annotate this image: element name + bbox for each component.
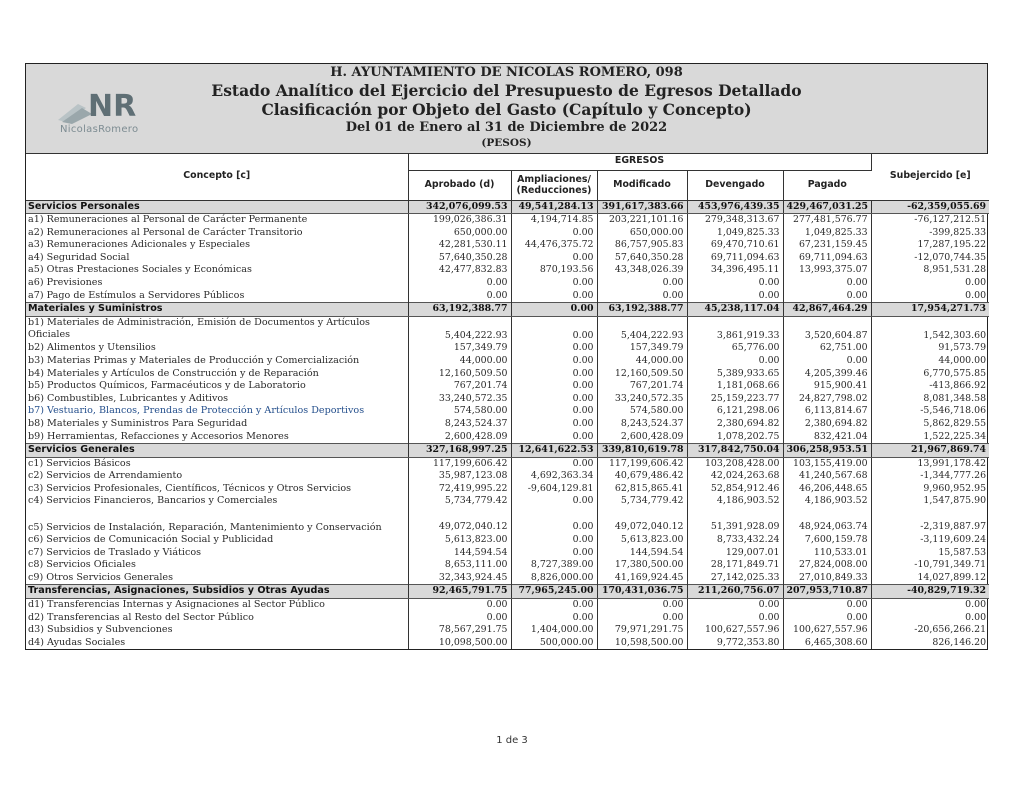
amplifications-cell: 0.00 bbox=[511, 380, 597, 393]
table-row bbox=[26, 380, 989, 393]
underspent-cell: 6,770,575.85 bbox=[923, 367, 987, 379]
table-row bbox=[26, 508, 989, 534]
underspent-cell: -399,825.33 bbox=[929, 226, 987, 238]
accrued-cell: 65,776.00 bbox=[687, 342, 783, 355]
underspent-cell: -12,070,744.35 bbox=[914, 251, 987, 263]
accrued-cell: 52,854,912.46 bbox=[687, 483, 783, 496]
modified-cell: 10,598,500.00 bbox=[597, 637, 687, 650]
report-header bbox=[26, 64, 987, 154]
paid-cell: 13,993,375.07 bbox=[783, 264, 871, 277]
paid-cell: 6,113,814.67 bbox=[783, 405, 871, 418]
paid-cell: 2,380,694.82 bbox=[783, 418, 871, 431]
accrued-cell: 6,121,298.06 bbox=[687, 405, 783, 418]
table-row bbox=[26, 572, 989, 585]
modified-cell: 0.00 bbox=[597, 599, 687, 612]
underspent-cell: 13,991,178.42 bbox=[917, 457, 987, 469]
amplifications-cell: 0.00 bbox=[511, 252, 597, 265]
chapter-row bbox=[26, 444, 989, 458]
concept-cell: d3) Subsidios y Subvenciones bbox=[26, 624, 408, 637]
amplifications-cell: 0.00 bbox=[511, 612, 597, 625]
amplifications-cell: 0.00 bbox=[511, 431, 597, 444]
table-row bbox=[26, 252, 989, 265]
accrued-cell: 0.00 bbox=[687, 612, 783, 625]
concept-cell: c1) Servicios Básicos bbox=[26, 457, 408, 470]
approved-cell: 767,201.74 bbox=[408, 380, 511, 393]
concept-cell: Materiales y Suministros bbox=[26, 303, 408, 317]
modified-cell: 117,199,606.42 bbox=[597, 457, 687, 470]
modified-cell: 170,431,036.75 bbox=[597, 585, 687, 599]
amplifications-cell: 44,476,375.72 bbox=[511, 239, 597, 252]
approved-cell: 0.00 bbox=[408, 599, 511, 612]
approved-cell: 72,419,995.22 bbox=[408, 483, 511, 496]
table-row bbox=[26, 393, 989, 406]
accrued-cell: 9,772,353.80 bbox=[687, 637, 783, 650]
paid-cell: 277,481,576.77 bbox=[783, 214, 871, 227]
paid-cell: 0.00 bbox=[783, 355, 871, 368]
paid-cell: 0.00 bbox=[783, 277, 871, 290]
underspent-cell: 9,960,952.95 bbox=[923, 482, 987, 494]
underspent-cell: -1,344,777.26 bbox=[920, 470, 987, 482]
table-row bbox=[26, 290, 989, 303]
concept-cell: c5) Servicios de Instalación, Reparación, Mantenimiento y Conservación bbox=[26, 508, 408, 534]
approved-cell: 574,580.00 bbox=[408, 405, 511, 418]
concept-cell: Servicios Personales bbox=[26, 200, 408, 214]
paid-cell: 24,827,798.02 bbox=[783, 393, 871, 406]
paid-cell: 67,231,159.45 bbox=[783, 239, 871, 252]
table-row bbox=[26, 637, 989, 650]
amplifications-cell: 0.00 bbox=[511, 316, 597, 342]
underspent-cell: -5,546,718.06 bbox=[920, 405, 987, 417]
concept-cell: c8) Servicios Oficiales bbox=[26, 559, 408, 572]
amplifications-cell: 0.00 bbox=[511, 405, 597, 418]
paid-cell: 4,205,399.46 bbox=[783, 368, 871, 381]
accrued-cell: 5,389,933.65 bbox=[687, 368, 783, 381]
classification-title: Clasificación por Objeto del Gasto (Capítulo y Concepto) bbox=[261, 100, 752, 119]
table-row bbox=[26, 599, 989, 612]
concept-cell: d1) Transferencias Internas y Asignaciones al Sector Público bbox=[26, 599, 408, 612]
concept-cell: b4) Materiales y Artículos de Construcción y de Reparación bbox=[26, 368, 408, 381]
approved-cell: 44,000.00 bbox=[408, 355, 511, 368]
modified-cell: 650,000.00 bbox=[597, 227, 687, 240]
approved-cell: 199,026,386.31 bbox=[408, 214, 511, 227]
approved-cell: 0.00 bbox=[408, 612, 511, 625]
table-row bbox=[26, 368, 989, 381]
accrued-cell: 2,380,694.82 bbox=[687, 418, 783, 431]
concept-cell: b3) Materias Primas y Materiales de Producción y Comercialización bbox=[26, 355, 408, 368]
table-row bbox=[26, 277, 989, 290]
amplifications-cell: 0.00 bbox=[511, 495, 597, 508]
paid-cell: 27,010,849.33 bbox=[783, 572, 871, 585]
paid-cell: 7,600,159.78 bbox=[783, 534, 871, 547]
svg-text:NR: NR bbox=[88, 89, 137, 124]
underspent-cell: 0.00 bbox=[965, 289, 987, 301]
approved-cell: 32,343,924.45 bbox=[408, 572, 511, 585]
underspent-cell: 1,542,303.60 bbox=[923, 329, 987, 341]
amplifications-cell: 0.00 bbox=[511, 355, 597, 368]
modified-cell: 17,380,500.00 bbox=[597, 559, 687, 572]
paid-cell: 306,258,953.51 bbox=[783, 444, 871, 458]
table-row bbox=[26, 612, 989, 625]
accrued-cell: 317,842,750.04 bbox=[687, 444, 783, 458]
modified-cell: 44,000.00 bbox=[597, 355, 687, 368]
underspent-cell: 91,573.79 bbox=[938, 342, 987, 354]
modified-cell: 57,640,350.28 bbox=[597, 252, 687, 265]
concept-cell: c9) Otros Servicios Generales bbox=[26, 572, 408, 585]
underspent-cell: 826,146.20 bbox=[932, 636, 987, 648]
table-row bbox=[26, 457, 989, 470]
approved-cell: 342,076,099.53 bbox=[408, 200, 511, 214]
amplifications-cell: 0.00 bbox=[511, 599, 597, 612]
amplifications-cell: 4,692,363.34 bbox=[511, 470, 597, 483]
page-number: 1 de 3 bbox=[496, 735, 528, 746]
underspent-cell: 0.00 bbox=[965, 599, 987, 611]
modified-cell: 391,617,383.66 bbox=[597, 200, 687, 214]
concept-cell: Transferencias, Asignaciones, Subsidios y Otras Ayudas bbox=[26, 585, 408, 599]
modified-cell: 144,594.54 bbox=[597, 547, 687, 560]
approved-cell: 8,653,111.00 bbox=[408, 559, 511, 572]
approved-cell: 49,072,040.12 bbox=[408, 508, 511, 534]
chapter-row bbox=[26, 585, 989, 599]
concept-cell: d4) Ayudas Sociales bbox=[26, 637, 408, 650]
underspent-cell: 21,967,869.74 bbox=[871, 444, 989, 458]
amplifications-cell: 8,826,000.00 bbox=[511, 572, 597, 585]
accrued-cell: 103,208,428.00 bbox=[687, 457, 783, 470]
amplifications-cell: 0.00 bbox=[511, 508, 597, 534]
header-paid: Pagado bbox=[783, 170, 871, 200]
amplifications-cell: 0.00 bbox=[511, 393, 597, 406]
approved-cell: 5,404,222.93 bbox=[408, 316, 511, 342]
underspent-cell: 17,287,195.22 bbox=[917, 239, 987, 251]
underspent-cell: 5,862,829.55 bbox=[923, 417, 987, 429]
amplifications-cell: 12,641,622.53 bbox=[511, 444, 597, 458]
accrued-cell: 0.00 bbox=[687, 355, 783, 368]
modified-cell: 574,580.00 bbox=[597, 405, 687, 418]
modified-cell: 86,757,905.83 bbox=[597, 239, 687, 252]
currency-note: (PESOS) bbox=[481, 137, 532, 149]
report-title: Estado Analítico del Ejercicio del Presupuesto de Egresos Detallado bbox=[211, 81, 802, 100]
table-row bbox=[26, 239, 989, 252]
modified-cell: 0.00 bbox=[597, 290, 687, 303]
paid-cell: 46,206,448.65 bbox=[783, 483, 871, 496]
accrued-cell: 453,976,439.35 bbox=[687, 200, 783, 214]
accrued-cell: 28,171,849.71 bbox=[687, 559, 783, 572]
accrued-cell: 100,627,557.96 bbox=[687, 624, 783, 637]
amplifications-cell: 0.00 bbox=[511, 277, 597, 290]
table-row bbox=[26, 624, 989, 637]
table-row bbox=[26, 483, 989, 496]
approved-cell: 650,000.00 bbox=[408, 227, 511, 240]
underspent-cell: 1,547,875.90 bbox=[923, 495, 987, 507]
accrued-cell: 27,142,025.33 bbox=[687, 572, 783, 585]
table-row bbox=[26, 405, 989, 418]
amplifications-cell: 8,727,389.00 bbox=[511, 559, 597, 572]
concept-cell: d2) Transferencias al Resto del Sector Público bbox=[26, 612, 408, 625]
concept-cell: a4) Seguridad Social bbox=[26, 252, 408, 265]
approved-cell: 144,594.54 bbox=[408, 547, 511, 560]
accrued-cell: 69,470,710.61 bbox=[687, 239, 783, 252]
header-amplifications-label: Ampliaciones/ (Reducciones) bbox=[516, 173, 592, 196]
accrued-cell: 34,396,495.11 bbox=[687, 264, 783, 277]
approved-cell: 327,168,997.25 bbox=[408, 444, 511, 458]
modified-cell: 157,349.79 bbox=[597, 342, 687, 355]
underspent-cell: -62,359,055.69 bbox=[871, 200, 989, 214]
concept-cell: c2) Servicios de Arrendamiento bbox=[26, 470, 408, 483]
amplifications-cell: -9,604,129.81 bbox=[511, 483, 597, 496]
amplifications-cell: 77,965,245.00 bbox=[511, 585, 597, 599]
accrued-cell: 4,186,903.52 bbox=[687, 495, 783, 508]
amplifications-cell: 870,193.56 bbox=[511, 264, 597, 277]
chapter-row bbox=[26, 200, 989, 214]
approved-cell: 5,613,823.00 bbox=[408, 534, 511, 547]
paid-cell: 103,155,419.00 bbox=[783, 457, 871, 470]
concept-cell: c4) Servicios Financieros, Bancarios y Comerciales bbox=[26, 495, 408, 508]
table-row bbox=[26, 227, 989, 240]
underspent-cell: 14,027,899.12 bbox=[917, 571, 987, 583]
underspent-cell: -2,319,887.97 bbox=[920, 521, 987, 533]
underspent-cell: -40,829,719.32 bbox=[871, 585, 989, 599]
paid-cell: 42,867,464.29 bbox=[783, 303, 871, 317]
approved-cell: 63,192,388.77 bbox=[408, 303, 511, 317]
modified-cell: 5,613,823.00 bbox=[597, 534, 687, 547]
amplifications-cell: 0.00 bbox=[511, 534, 597, 547]
approved-cell: 2,600,428.09 bbox=[408, 431, 511, 444]
modified-cell: 5,404,222.93 bbox=[597, 316, 687, 342]
modified-cell: 0.00 bbox=[597, 612, 687, 625]
modified-cell: 5,734,779.42 bbox=[597, 495, 687, 508]
paid-cell: 207,953,710.87 bbox=[783, 585, 871, 599]
accrued-cell: 1,049,825.33 bbox=[687, 227, 783, 240]
approved-cell: 157,349.79 bbox=[408, 342, 511, 355]
approved-cell: 42,281,530.11 bbox=[408, 239, 511, 252]
underspent-cell: -10,791,349.71 bbox=[914, 559, 987, 571]
header-underspent: Subejercido [e] bbox=[871, 154, 989, 200]
paid-cell: 0.00 bbox=[783, 599, 871, 612]
underspent-cell: 1,522,225.34 bbox=[923, 430, 987, 442]
modified-cell: 203,221,101.16 bbox=[597, 214, 687, 227]
modified-cell: 79,971,291.75 bbox=[597, 624, 687, 637]
modified-cell: 63,192,388.77 bbox=[597, 303, 687, 317]
accrued-cell: 211,260,756.07 bbox=[687, 585, 783, 599]
approved-cell: 0.00 bbox=[408, 277, 511, 290]
paid-cell: 27,824,008.00 bbox=[783, 559, 871, 572]
underspent-cell: 17,954,271.73 bbox=[871, 303, 989, 317]
underspent-cell: 15,587.53 bbox=[938, 546, 987, 558]
accrued-cell: 279,348,313.67 bbox=[687, 214, 783, 227]
entity-name: H. AYUNTAMIENTO DE NICOLAS ROMERO, 098 bbox=[330, 65, 683, 80]
paid-cell: 1,049,825.33 bbox=[783, 227, 871, 240]
header-modified: Modificado bbox=[597, 170, 687, 200]
paid-cell: 429,467,031.25 bbox=[783, 200, 871, 214]
table-row bbox=[26, 316, 989, 342]
accrued-cell: 0.00 bbox=[687, 277, 783, 290]
modified-cell: 2,600,428.09 bbox=[597, 431, 687, 444]
approved-cell: 78,567,291.75 bbox=[408, 624, 511, 637]
concept-cell: b8) Materiales y Suministros Para Seguridad bbox=[26, 418, 408, 431]
modified-cell: 43,348,026.39 bbox=[597, 264, 687, 277]
modified-cell: 62,815,865.41 bbox=[597, 483, 687, 496]
modified-cell: 40,679,486.42 bbox=[597, 470, 687, 483]
accrued-cell: 69,711,094.63 bbox=[687, 252, 783, 265]
amplifications-cell: 0.00 bbox=[511, 368, 597, 381]
modified-cell: 41,169,924.45 bbox=[597, 572, 687, 585]
table-body bbox=[26, 200, 989, 649]
underspent-cell: -20,656,266.21 bbox=[914, 624, 987, 636]
paid-cell: 6,465,308.60 bbox=[783, 637, 871, 650]
concept-cell: a7) Pago de Estímulos a Servidores Públicos bbox=[26, 290, 408, 303]
modified-cell: 339,810,619.78 bbox=[597, 444, 687, 458]
underspent-cell: -413,866.92 bbox=[929, 380, 987, 392]
underspent-cell: 0.00 bbox=[965, 611, 987, 623]
table-row bbox=[26, 470, 989, 483]
header-accrued: Devengado bbox=[687, 170, 783, 200]
approved-cell: 33,240,572.35 bbox=[408, 393, 511, 406]
concept-cell: c7) Servicios de Traslado y Viáticos bbox=[26, 547, 408, 560]
accrued-cell: 8,733,432.24 bbox=[687, 534, 783, 547]
paid-cell: 832,421.04 bbox=[783, 431, 871, 444]
concept-cell: b9) Herramientas, Refacciones y Accesorios Menores bbox=[26, 431, 408, 444]
table-row bbox=[26, 342, 989, 355]
approved-cell: 57,640,350.28 bbox=[408, 252, 511, 265]
table-row bbox=[26, 355, 989, 368]
report-titles bbox=[26, 65, 987, 151]
concept-cell: b7) Vestuario, Blancos, Prendas de Protección y Artículos Deportivos bbox=[26, 405, 408, 418]
chapter-row bbox=[26, 303, 989, 317]
accrued-cell: 51,391,928.09 bbox=[687, 508, 783, 534]
approved-cell: 35,987,123.08 bbox=[408, 470, 511, 483]
paid-cell: 41,240,567.68 bbox=[783, 470, 871, 483]
underspent-cell: 44,000.00 bbox=[938, 354, 987, 366]
accrued-cell: 42,024,263.68 bbox=[687, 470, 783, 483]
accrued-cell: 0.00 bbox=[687, 290, 783, 303]
approved-cell: 42,477,832.83 bbox=[408, 264, 511, 277]
accrued-cell: 3,861,919.33 bbox=[687, 316, 783, 342]
paid-cell: 4,186,903.52 bbox=[783, 495, 871, 508]
amplifications-cell: 500,000.00 bbox=[511, 637, 597, 650]
accrued-cell: 45,238,117.04 bbox=[687, 303, 783, 317]
paid-cell: 0.00 bbox=[783, 290, 871, 303]
accrued-cell: 25,159,223.77 bbox=[687, 393, 783, 406]
accrued-cell: 1,181,068.66 bbox=[687, 380, 783, 393]
amplifications-cell: 0.00 bbox=[511, 227, 597, 240]
paid-cell: 3,520,604.87 bbox=[783, 316, 871, 342]
concept-cell: Servicios Generales bbox=[26, 444, 408, 458]
underspent-cell: 8,081,348.58 bbox=[923, 392, 987, 404]
approved-cell: 10,098,500.00 bbox=[408, 637, 511, 650]
concept-cell: b6) Combustibles, Lubricantes y Aditivos bbox=[26, 393, 408, 406]
table-row bbox=[26, 431, 989, 444]
concept-cell: a1) Remuneraciones al Personal de Carácter Permanente bbox=[26, 214, 408, 227]
approved-cell: 0.00 bbox=[408, 290, 511, 303]
header-egresos: EGRESOS bbox=[408, 154, 871, 170]
modified-cell: 12,160,509.50 bbox=[597, 368, 687, 381]
concept-cell: b1) Materiales de Administración, Emisión de Documentos y Artículos Oficiales bbox=[26, 316, 408, 342]
table-row bbox=[26, 214, 989, 227]
table-row bbox=[26, 495, 989, 508]
table-row bbox=[26, 264, 989, 277]
approved-cell: 117,199,606.42 bbox=[408, 457, 511, 470]
underspent-cell: 8,951,531.28 bbox=[923, 264, 987, 276]
modified-cell: 49,072,040.12 bbox=[597, 508, 687, 534]
amplifications-cell: 0.00 bbox=[511, 290, 597, 303]
concept-cell: b2) Alimentos y Utensilios bbox=[26, 342, 408, 355]
modified-cell: 33,240,572.35 bbox=[597, 393, 687, 406]
approved-cell: 5,734,779.42 bbox=[408, 495, 511, 508]
logo-text: NicolasRomero bbox=[60, 124, 139, 135]
approved-cell: 12,160,509.50 bbox=[408, 368, 511, 381]
accrued-cell: 0.00 bbox=[687, 599, 783, 612]
paid-cell: 0.00 bbox=[783, 612, 871, 625]
concept-cell: a6) Previsiones bbox=[26, 277, 408, 290]
paid-cell: 69,711,094.63 bbox=[783, 252, 871, 265]
amplifications-cell: 0.00 bbox=[511, 303, 597, 317]
paid-cell: 48,924,063.74 bbox=[783, 508, 871, 534]
modified-cell: 8,243,524.37 bbox=[597, 418, 687, 431]
paid-cell: 62,751.00 bbox=[783, 342, 871, 355]
underspent-cell: 0.00 bbox=[965, 277, 987, 289]
concept-cell: b5) Productos Químicos, Farmacéuticos y de Laboratorio bbox=[26, 380, 408, 393]
concept-cell: c6) Servicios de Comunicación Social y Publicidad bbox=[26, 534, 408, 547]
modified-cell: 0.00 bbox=[597, 277, 687, 290]
approved-cell: 92,465,791.75 bbox=[408, 585, 511, 599]
concept-cell: a2) Remuneraciones al Personal de Carácter Transitorio bbox=[26, 227, 408, 240]
underspent-cell: -3,119,609.24 bbox=[920, 534, 987, 546]
amplifications-cell: 0.00 bbox=[511, 547, 597, 560]
modified-cell: 767,201.74 bbox=[597, 380, 687, 393]
concept-cell: a3) Remuneraciones Adicionales y Especiales bbox=[26, 239, 408, 252]
amplifications-cell: 4,194,714.85 bbox=[511, 214, 597, 227]
paid-cell: 110,533.01 bbox=[783, 547, 871, 560]
header-amplifications bbox=[511, 170, 597, 200]
paid-cell: 915,900.41 bbox=[783, 380, 871, 393]
underspent-cell: -76,127,212.51 bbox=[914, 214, 987, 226]
amplifications-cell: 0.00 bbox=[511, 457, 597, 470]
amplifications-cell: 1,404,000.00 bbox=[511, 624, 597, 637]
period: Del 01 de Enero al 31 de Diciembre de 2022 bbox=[345, 120, 668, 135]
header-approved: Aprobado (d) bbox=[408, 170, 511, 200]
approved-cell: 8,243,524.37 bbox=[408, 418, 511, 431]
table-row bbox=[26, 559, 989, 572]
accrued-cell: 1,078,202.75 bbox=[687, 431, 783, 444]
concept-cell: c3) Servicios Profesionales, Científicos, Técnicos y Otros Servicios bbox=[26, 483, 408, 496]
amplifications-cell: 0.00 bbox=[511, 418, 597, 431]
paid-cell: 100,627,557.96 bbox=[783, 624, 871, 637]
report-sheet bbox=[25, 63, 988, 650]
header-concept: Concepto [c] bbox=[26, 154, 408, 200]
budget-table bbox=[26, 154, 989, 649]
concept-cell: a5) Otras Prestaciones Sociales y Económicas bbox=[26, 264, 408, 277]
amplifications-cell: 49,541,284.13 bbox=[511, 200, 597, 214]
table-row bbox=[26, 418, 989, 431]
accrued-cell: 129,007.01 bbox=[687, 547, 783, 560]
table-row bbox=[26, 534, 989, 547]
table-row bbox=[26, 547, 989, 560]
amplifications-cell: 0.00 bbox=[511, 342, 597, 355]
